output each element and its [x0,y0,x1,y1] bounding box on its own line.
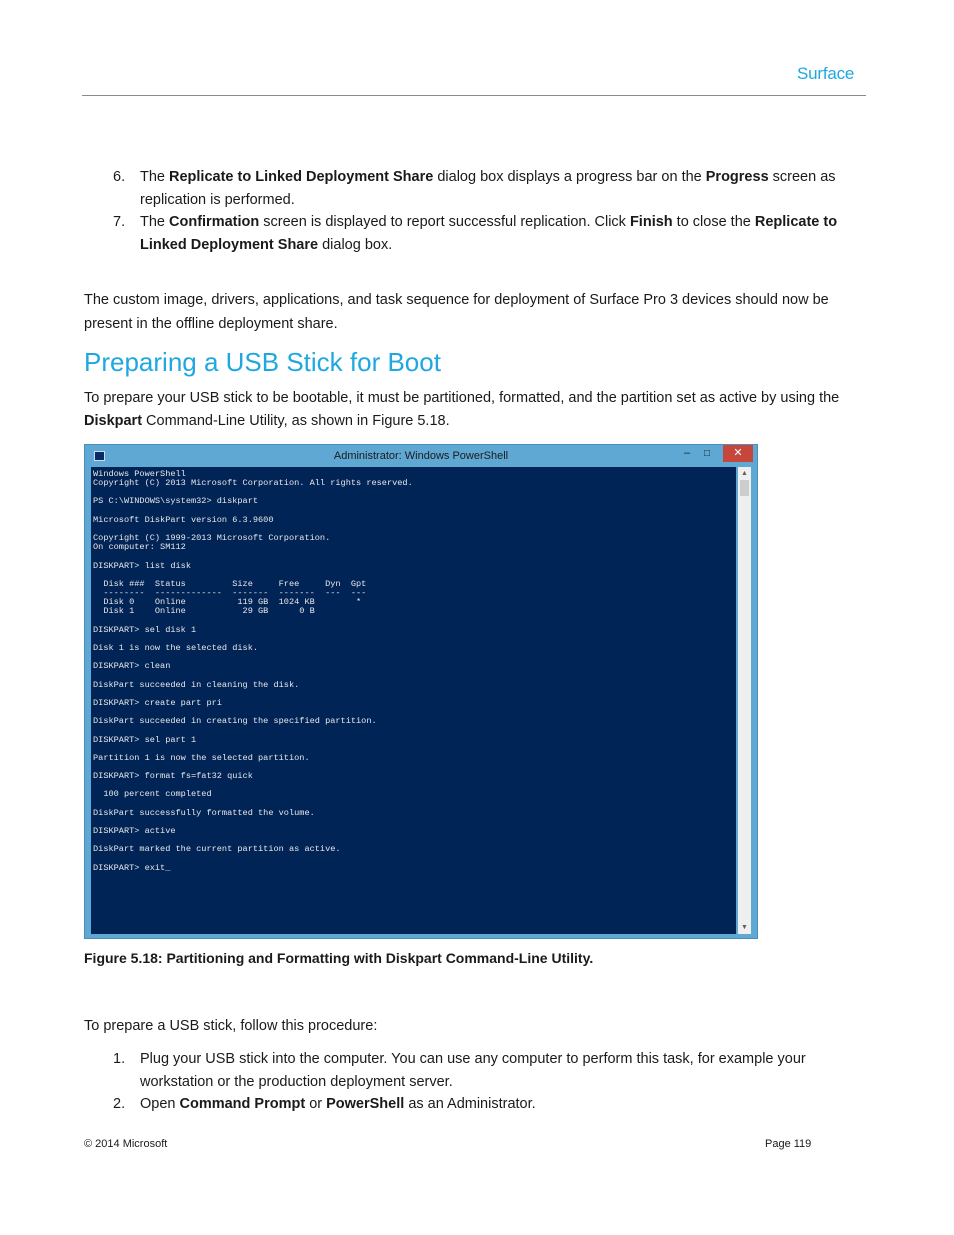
footer-copyright: © 2014 Microsoft [84,1138,168,1150]
paragraph-line: present in the offline deployment share. [84,316,338,332]
list-item-text [140,1093,536,1116]
close-icon: ✕ [723,445,753,462]
bold-text: Replicate to [754,214,838,230]
bold-text: Diskpart [84,413,143,429]
minimize-icon: – [683,447,691,459]
window-title: Administrator: Windows PowerShell [333,450,509,462]
text: as an Administrator. [404,1096,536,1112]
bold-text: PowerShell [326,1096,405,1112]
scroll-up-icon: ▲ [741,470,748,477]
window-titlebar [85,445,757,467]
surface-logo: Surface [797,64,855,83]
section-heading: Preparing a USB Stick for Boot [84,347,441,377]
list-item-text [140,211,837,234]
text: screen as [768,169,836,185]
maximize-icon: □ [703,448,711,459]
text: The [140,214,170,230]
console-area [91,467,736,934]
text: screen is displayed to report successful replication. Click [259,214,630,230]
list-item-text: Plug your USB stick into the computer. You can use any computer to perform this task, for example your [140,1051,806,1067]
paragraph-line: To prepare a USB stick, follow this procedure: [84,1018,378,1034]
list-item-number: 7. [113,214,126,230]
header-rule [82,95,866,96]
bold-text: Replicate to Linked Deployment Share [169,169,434,185]
text: dialog box displays a progress bar on the [433,169,706,185]
footer-page-number: Page 119 [765,1138,812,1150]
paragraph-line [84,410,450,433]
bold-text: Confirmation [169,214,260,230]
console-output: Windows PowerShell Copyright (C) 2013 Microsoft Corporation. All rights reserved. PS C:\WINDOWS\system32> diskpart Microsoft DiskPart version 6.3.9600 Copyright (C) 1999-2013 Microsoft Corporation. On computer: SM112 DISKPART> list disk Disk ### Status Size Free Dyn Gpt -------- ------------- ------- ------- --- --- Disk 0 Online 119 GB 1024 KB * Disk 1 Online 29 GB 0 B DISKPART> sel disk 1 Disk 1 is now the selected disk. DISKPART> clean DiskPart succeeded in cleaning the disk. DISKPART> create part pri DiskPart succeeded in creating the specified partition. DISKPART> sel part 1 Partition 1 is now the selected partition. DISKPART> format fs=fat32 quick 100 percent completed DiskPart successfully formatted the volume. DISKPART> active DiskPart marked the current partition as active. DISKPART> exit_ [93,469,413,873]
list-item-number: 1. [113,1051,126,1067]
console-scrollbar [738,467,751,934]
bold-text: Progress [705,169,769,185]
scroll-thumb [740,480,749,496]
bold-text: Command Prompt [179,1096,306,1112]
paragraph-line: The custom image, drivers, applications, and task sequence for deployment of Surface Pro 3 devices should now be [84,292,829,308]
text: Command-Line Utility, as shown in Figure 5.18. [142,413,450,429]
figure-caption: Figure 5.18: Partitioning and Formatting with Diskpart Command-Line Utility. [84,950,594,966]
list-item-number: 6. [113,169,126,185]
bold-text: Finish [629,214,673,230]
powershell-window [84,444,758,939]
list-item-number: 2. [113,1096,126,1112]
text: to close the [672,214,755,230]
list-item-text [140,166,836,189]
text: dialog box. [318,237,393,253]
text: Open [140,1096,180,1112]
text: or [305,1096,327,1112]
text: The [140,169,170,185]
list-item-text-continued: replication is performed. [140,192,295,208]
scroll-down-icon: ▼ [741,924,748,931]
list-item-text-continued [140,234,392,257]
paragraph-line: To prepare your USB stick to be bootable, it must be partitioned, formatted, and the partition set as active by using the [84,390,840,406]
bold-text: Linked Deployment Share [140,237,319,253]
list-item-text-continued: workstation or the production deployment server. [140,1074,453,1090]
